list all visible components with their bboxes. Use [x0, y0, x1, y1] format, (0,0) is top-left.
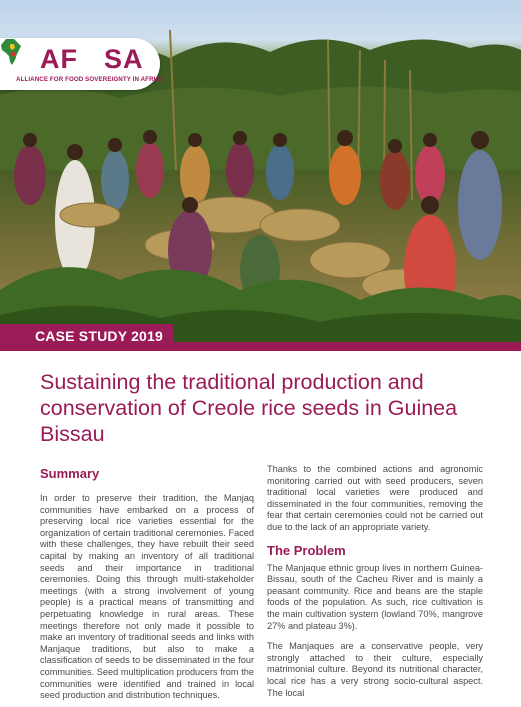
logo-word-left: AF [40, 44, 78, 74]
intro-paragraph: Thanks to the combined actions and agronomic monitoring carried out with seed producers, seven traditional local varieties were produced and disseminated in the four communities, removing the fear that certain ceremonies could not be carried out due to the lack of an appropriate variety. [267, 464, 483, 532]
problem-column [267, 464, 483, 699]
problem-heading: The Problem [267, 542, 346, 558]
afsa-logo [0, 38, 165, 90]
summary-column [40, 466, 254, 702]
logo-tagline: ALLIANCE FOR FOOD SOVEREIGNTY IN AFRICA [16, 76, 165, 83]
case-study-label: CASE STUDY 2019 [0, 324, 173, 348]
summary-text: In order to preserve their tradition, the Manjaq communities have embarked on a process of preserving local rice varieties essential for the organization of certain traditional ceremonies. Faced with these challenges, they have rebuilt their seed capital by making an inventory of all traditional seeds and their importance in traditional ceremonies. Doing this through multi-stakeholder meetings (with a strong involvement of young people) is a practical means of transmitting and perpetuating knowledge in rural areas. These meetings therefore not only made it possible to make an inventory of traditional seeds and links with Manjaque traditions, but also to make a classification of seeds to be disseminated in the four communities. Seed multiplication producers from the communities were identified and trained in local seed production and distribution techniques. [40, 493, 254, 701]
africa-continent-icon [0, 38, 22, 66]
logo-wordmark [40, 44, 144, 75]
summary-heading: Summary [40, 466, 100, 481]
problem-paragraph-2: The Manjaques are a conservative people, very strongly attached to their culture, especially matrimonial culture. Beyond its nutritional character, local rice has a very strong socio-cultural aspect. The local [267, 641, 483, 698]
problem-paragraph-1: The Manjaque ethnic group lives in northern Guinea-Bissau, south of the Cacheu River and is mainly a peasant community. Rice and beans are the staple foods of the population. As such, rice cultivation is the main cultivation system (lowland 70%, mangrove 27% and plateau 3%). [267, 562, 483, 631]
logo-word-right: SA [104, 44, 144, 74]
page-title: Sustaining the traditional production and conservation of Creole rice seeds in Guinea Bissau [40, 370, 458, 446]
hero-photo [0, 0, 521, 342]
